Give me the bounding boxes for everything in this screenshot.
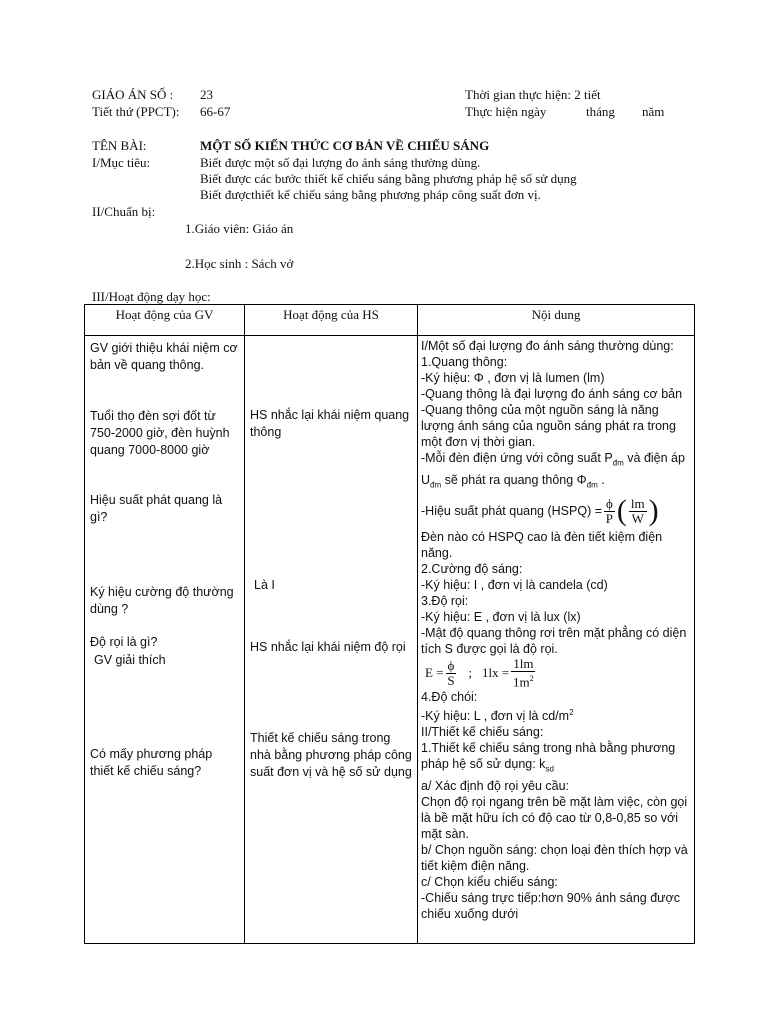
preparation-teacher: 1.Giáo viên: Giáo án bbox=[185, 221, 294, 236]
gv-item: GV giới thiệu khái niệm cơ bản về quang thông. bbox=[90, 341, 238, 372]
content-line: -Mật độ quang thông rơi trên mặt phẳng có diện tích S được gọi là độ rọi. bbox=[421, 626, 687, 656]
content-line: I/Một số đại lượng đo ánh sáng thường dùng: bbox=[421, 339, 674, 353]
lesson-title: MỘT SỐ KIẾN THỨC CƠ BẢN VỀ CHIẾU SÁNG bbox=[200, 138, 490, 153]
header-hs: Hoạt động của HS bbox=[245, 305, 418, 336]
lesson-title-label: TÊN BÀI: bbox=[92, 138, 147, 153]
content-line: -Ký hiệu: L , đơn vị là $cd/m^2$ bbox=[421, 708, 574, 724]
objective-3: Biết đượcthiết kế chiếu sáng bằng phương pháp công suất đơn vị. bbox=[200, 187, 541, 202]
preparation-student: 2.Học sinh : Sách vở bbox=[185, 256, 294, 271]
date-day-label: Thực hiện ngày bbox=[465, 104, 547, 119]
content-line: -Chiếu sáng trực tiếp:hơn 90% ánh sáng được chiếu xuống dưới bbox=[421, 890, 680, 921]
table-header-row bbox=[85, 305, 695, 336]
illuminance-formula: E = $\frac{\phi}{S}$ ; 1lx = $\frac{1lm}{1m^2}$ bbox=[425, 655, 534, 690]
gv-column bbox=[85, 336, 245, 944]
period-value: 66-67 bbox=[200, 104, 231, 119]
content-line: -Quang thông là đại lượng đo ánh sáng cơ bản bbox=[421, 387, 683, 401]
content-line: 1.Quang thông: bbox=[421, 355, 508, 369]
hs-item: HS nhắc lại khái niệm quang thông bbox=[250, 408, 410, 439]
hs-item: Là I bbox=[254, 578, 275, 592]
content-line: -Ký hiệu: Φ , đơn vị là lumen (lm) bbox=[421, 371, 605, 385]
gv-item: Có mấy phương pháp thiết kế chiếu sáng? bbox=[90, 747, 213, 778]
date-year-label: năm bbox=[642, 104, 665, 119]
gv-item: Ký hiệu cường độ thường dùng ? bbox=[90, 585, 234, 616]
gv-item: Độ rọi là gì? bbox=[90, 635, 158, 649]
content-line: 3.Độ rọi: bbox=[421, 594, 469, 608]
gv-item: GV giải thích bbox=[94, 653, 166, 667]
content-column bbox=[418, 336, 695, 944]
date-month-label: tháng bbox=[586, 104, 615, 119]
content-line: 2.Cường độ sáng: bbox=[421, 562, 523, 576]
gv-item: Tuổi thọ đèn sợi đốt từ 750-2000 giờ, đèn huỳnh quang 7000-8000 giờ bbox=[90, 409, 230, 457]
content-line: 1.Thiết kế chiếu sáng trong nhà bằng phương pháp hệ số sử dụng: $k_{sd}$ bbox=[421, 741, 676, 774]
header-content: Nội dung bbox=[418, 305, 695, 336]
plan-number-value: 23 bbox=[200, 87, 213, 102]
content-line: b/ Chọn nguồn sáng: chọn loại đèn thích hợp và tiết kiệm điện năng. bbox=[421, 842, 688, 873]
content-line: -Ký hiệu: E , đơn vị là lux (lx) bbox=[421, 610, 581, 624]
content-line: Đèn nào có HSPQ cao là đèn tiết kiệm điện năng. bbox=[421, 530, 663, 560]
hs-item: HS nhắc lại khái niệm độ rọi bbox=[250, 640, 406, 654]
period-label: Tiết thứ (PPCT): bbox=[92, 104, 180, 119]
objectives-label: I/Mục tiêu: bbox=[92, 155, 151, 170]
preparation-label: II/Chuẩn bị: bbox=[92, 204, 156, 219]
gv-item: Hiệu suất phát quang là gì? bbox=[90, 493, 223, 524]
duration-text: Thời gian thực hiện: 2 tiết bbox=[465, 87, 601, 102]
plan-number-label: GIÁO ÁN SỐ : bbox=[92, 87, 174, 102]
content-line: Chọn độ rọi ngang trên bề mặt làm việc, còn gọi là bề mặt hữu ích có độ cao từ 0,8-0,85 so với mặt sàn. bbox=[421, 794, 688, 841]
hs-item: Thiết kế chiếu sáng trong nhà bằng phương pháp công suất đơn vị và hệ số sử dụng bbox=[250, 731, 412, 779]
objective-2: Biết được các bước thiết kế chiếu sáng bằng phương pháp hệ số sử dụng bbox=[200, 171, 577, 186]
content-line: 4.Độ chói: bbox=[421, 690, 478, 704]
content-line: a/ Xác định độ rọi yêu cầu: bbox=[421, 778, 570, 793]
hs-column bbox=[245, 336, 418, 944]
content-line: II/Thiết kế chiếu sáng: bbox=[421, 725, 544, 740]
activities-label: III/Hoạt động dạy học: bbox=[92, 289, 211, 304]
content-line: -Quang thông của một nguồn sáng là năng lượng ánh sáng của nguồn sáng phát ra trong một đơn vị thời gian. bbox=[421, 403, 676, 449]
header-gv: Hoạt động của GV bbox=[85, 305, 245, 336]
objective-1: Biết được một số đại lượng đo ánh sáng thường dùng. bbox=[200, 155, 481, 170]
luminous-efficacy-formula: -Hiệu suất phát quang (HSPQ) = $\frac{\phi}{P}$ ( $\frac{lm}{W}$ ) bbox=[421, 494, 659, 527]
content-line: c/ Chọn kiểu chiếu sáng: bbox=[421, 874, 558, 889]
table-row bbox=[85, 336, 695, 944]
content-line: -Mỗi đèn điện ứng với công suất $P_{đm}$ và điện áp $U_{đm}$ sẽ phát ra quang thông $\Phi_{đm}$ . bbox=[421, 451, 685, 489]
content-line: -Ký hiệu: I , đơn vị là candela (cd) bbox=[421, 578, 608, 592]
activities-table bbox=[84, 304, 695, 944]
